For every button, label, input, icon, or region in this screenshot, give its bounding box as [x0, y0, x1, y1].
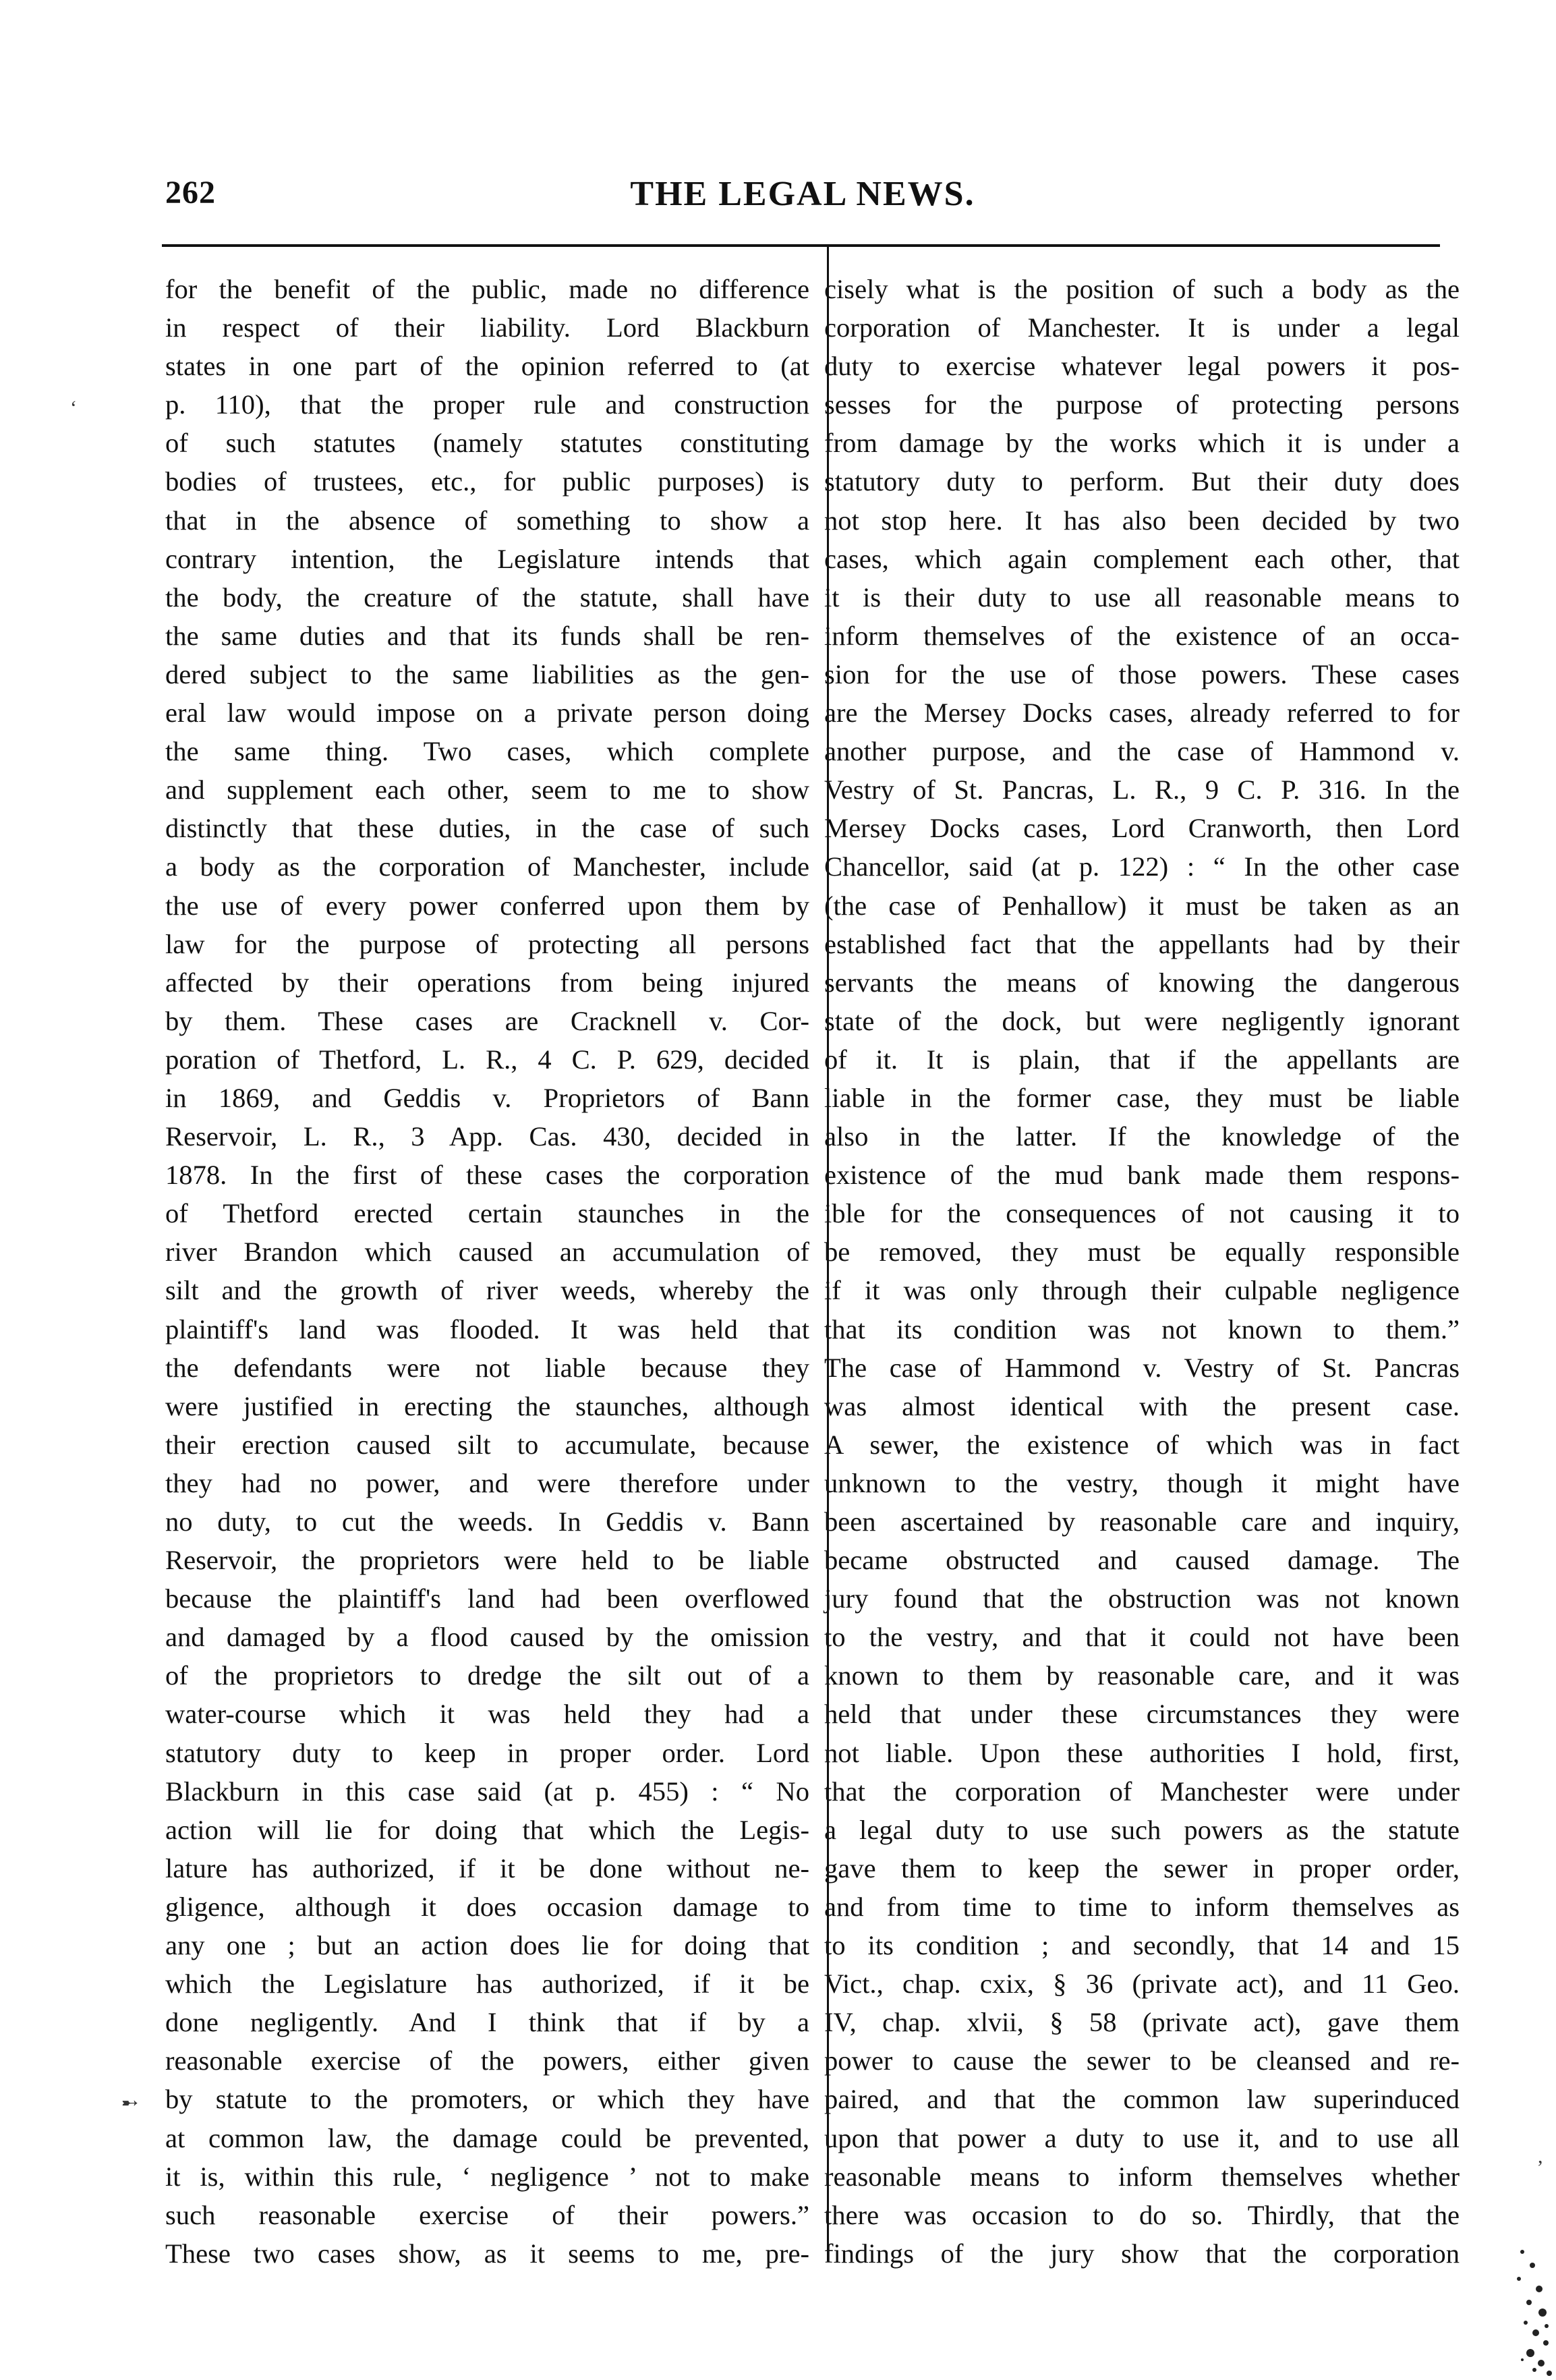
- text-line: contrary intention, the Legislature intends that: [165, 543, 809, 574]
- text-line: lature has authorized, if it be done without ne-: [165, 1852, 809, 1883]
- margin-speck: ‘: [70, 397, 77, 419]
- text-line: from damage by the works which it is under a: [824, 428, 1460, 459]
- text-line: done negligently. And I think that if by a: [165, 2007, 809, 2038]
- text-line: that its condition was not known to them.”: [824, 1313, 1460, 1344]
- text-line: liable in the former case, they must be liable: [824, 1082, 1460, 1113]
- text-line: established fact that the appellants had by their: [824, 928, 1460, 959]
- margin-speck: ,: [1538, 2145, 1543, 2168]
- text-line: Blackburn in this case said (at p. 455) : “ No: [165, 1776, 809, 1807]
- text-line: any one ; but an action does lie for doing that: [165, 1930, 809, 1961]
- text-line: unknown to the vestry, though it might have: [824, 1467, 1460, 1498]
- text-line: became obstructed and caused damage. The: [824, 1545, 1460, 1576]
- text-line: the same thing. Two cases, which complete: [165, 736, 809, 767]
- text-line: been ascertained by reasonable care and inquiry,: [824, 1506, 1460, 1537]
- text-line: The case of Hammond v. Vestry of St. Pancras: [824, 1352, 1460, 1383]
- text-line: the defendants were not liable because they: [165, 1352, 809, 1383]
- text-line: silt and the growth of river weeds, whereby the: [165, 1275, 809, 1306]
- text-line: A sewer, the existence of which was in fact: [824, 1429, 1460, 1460]
- text-line: and supplement each other, seem to me to show: [165, 774, 809, 805]
- text-line: to its condition ; and secondly, that 14 and 15: [824, 1930, 1460, 1961]
- text-line: action will lie for doing that which the Legis-: [165, 1814, 809, 1845]
- text-line: state of the dock, but were negligently ignorant: [824, 1005, 1460, 1036]
- text-line: Reservoir, the proprietors were held to be liable: [165, 1545, 809, 1576]
- text-line: it is, within this rule, ‘ negligence ’ not to make: [165, 2161, 809, 2192]
- text-line: because the plaintiff's land had been overflowed: [165, 1583, 809, 1614]
- text-line: of such statutes (namely statutes constituting: [165, 428, 809, 459]
- text-line: findings of the jury show that the corporation: [824, 2238, 1460, 2269]
- text-line: there was occasion to do so. Thirdly, that the: [824, 2199, 1460, 2230]
- header-rule: [162, 244, 1440, 247]
- running-title: THE LEGAL NEWS.: [630, 175, 975, 213]
- text-line: no duty, to cut the weeds. In Geddis v. Bann: [165, 1506, 809, 1537]
- text-line: if it was only through their culpable negligence: [824, 1275, 1460, 1306]
- text-line: are the Mersey Docks cases, already referred to for: [824, 698, 1460, 729]
- text-line: were justified in erecting the staunches, although: [165, 1390, 809, 1421]
- text-line: not liable. Upon these authorities I hold, first,: [824, 1737, 1460, 1768]
- text-line: the use of every power conferred upon them by: [165, 890, 809, 921]
- text-line: water-course which it was held they had a: [165, 1699, 809, 1730]
- text-line: states in one part of the opinion referred to (at: [165, 351, 809, 382]
- text-line: reasonable means to inform themselves whether: [824, 2161, 1460, 2192]
- text-line: Mersey Docks cases, Lord Cranworth, then Lord: [824, 813, 1460, 844]
- text-line: poration of Thetford, L. R., 4 C. P. 629, decided: [165, 1044, 809, 1075]
- text-line: upon that power a duty to use it, and to use all: [824, 2122, 1460, 2153]
- text-line: sesses for the purpose of protecting persons: [824, 389, 1460, 420]
- text-line: p. 110), that the proper rule and construction: [165, 389, 809, 420]
- text-line: for the benefit of the public, made no difference: [165, 274, 809, 304]
- text-line: jury found that the obstruction was not known: [824, 1583, 1460, 1614]
- margin-speck: ➸: [121, 2092, 139, 2114]
- text-line: and damaged by a flood caused by the omission: [165, 1622, 809, 1653]
- text-line: power to cause the sewer to be cleansed and re-: [824, 2045, 1460, 2076]
- text-line: such reasonable exercise of their powers.”: [165, 2199, 809, 2230]
- text-line: distinctly that these duties, in the case of such: [165, 813, 809, 844]
- text-line: (the case of Penhallow) it must be taken as an: [824, 890, 1460, 921]
- text-line: it is their duty to use all reasonable means to: [824, 582, 1460, 613]
- page-edge-damage: [1482, 2225, 1556, 2380]
- text-line: 1878. In the first of these cases the corporation: [165, 1160, 809, 1191]
- right-column: [824, 270, 1460, 2273]
- text-line: duty to exercise whatever legal powers it pos-: [824, 351, 1460, 382]
- text-line: be removed, they must be equally responsible: [824, 1237, 1460, 1268]
- text-line: inform themselves of the existence of an occa-: [824, 620, 1460, 651]
- text-line: they had no power, and were therefore under: [165, 1467, 809, 1498]
- text-line: to the vestry, and that it could not have been: [824, 1622, 1460, 1653]
- text-line: gave them to keep the sewer in proper order,: [824, 1852, 1460, 1883]
- text-line: dered subject to the same liabilities as the gen-: [165, 658, 809, 689]
- text-line: at common law, the damage could be prevented,: [165, 2122, 809, 2153]
- text-line: sion for the use of those powers. These cases: [824, 658, 1460, 689]
- text-line: cisely what is the position of such a body as the: [824, 274, 1460, 304]
- text-line: river Brandon which caused an accumulation of: [165, 1237, 809, 1268]
- text-line: eral law would impose on a private person doing: [165, 698, 809, 729]
- text-line: IV, chap. xlvii, § 58 (private act), gave them: [824, 2007, 1460, 2038]
- text-line: not stop here. It has also been decided by two: [824, 505, 1460, 536]
- text-line: cases, which again complement each other, that: [824, 543, 1460, 574]
- text-line: in respect of their liability. Lord Blackburn: [165, 312, 809, 343]
- text-line: law for the purpose of protecting all persons: [165, 928, 809, 959]
- text-line: that the corporation of Manchester were under: [824, 1776, 1460, 1807]
- text-line: Vict., chap. cxix, § 36 (private act), and 11 Geo.: [824, 1968, 1460, 2000]
- text-line: Chancellor, said (at p. 122) : “ In the other case: [824, 851, 1460, 882]
- page-number: 262: [165, 175, 216, 210]
- text-line: the body, the creature of the statute, shall have: [165, 582, 809, 613]
- text-line: another purpose, and the case of Hammond v.: [824, 736, 1460, 767]
- text-line: servants the means of knowing the dangerous: [824, 967, 1460, 998]
- text-line: also in the latter. If the knowledge of the: [824, 1121, 1460, 1152]
- text-line: in 1869, and Geddis v. Proprietors of Bann: [165, 1082, 809, 1113]
- text-line: plaintiff's land was flooded. It was held that: [165, 1313, 809, 1344]
- text-line: of it. It is plain, that if the appellants are: [824, 1044, 1460, 1075]
- text-line: Vestry of St. Pancras, L. R., 9 C. P. 316. In the: [824, 774, 1460, 805]
- text-line: ible for the consequences of not causing it to: [824, 1198, 1460, 1229]
- text-line: which the Legislature has authorized, if it be: [165, 1968, 809, 2000]
- text-line: existence of the mud bank made them respons-: [824, 1160, 1460, 1191]
- text-line: These two cases show, as it seems to me, pre-: [165, 2238, 809, 2269]
- text-line: reasonable exercise of the powers, either given: [165, 2045, 809, 2076]
- text-line: by them. These cases are Cracknell v. Cor-: [165, 1005, 809, 1036]
- text-line: was almost identical with the present case.: [824, 1390, 1460, 1421]
- text-line: statutory duty to perform. But their duty does: [824, 466, 1460, 497]
- page-header: [165, 174, 1440, 221]
- text-line: of the proprietors to dredge the silt out of a: [165, 1660, 809, 1691]
- text-line: the same duties and that its funds shall be ren-: [165, 620, 809, 651]
- text-line: statutory duty to keep in proper order. Lord: [165, 1737, 809, 1768]
- text-line: bodies of trustees, etc., for public purposes) is: [165, 466, 809, 497]
- left-column: [165, 270, 809, 2273]
- text-line: their erection caused silt to accumulate, because: [165, 1429, 809, 1460]
- text-line: by statute to the promoters, or which they have: [165, 2084, 809, 2115]
- text-line: gligence, although it does occasion damage to: [165, 1891, 809, 1922]
- text-line: affected by their operations from being injured: [165, 967, 809, 998]
- text-line: corporation of Manchester. It is under a legal: [824, 312, 1460, 343]
- text-line: of Thetford erected certain staunches in the: [165, 1198, 809, 1229]
- text-line: held that under these circumstances they were: [824, 1699, 1460, 1730]
- text-line: and from time to time to inform themselves as: [824, 1891, 1460, 1922]
- text-line: a legal duty to use such powers as the statute: [824, 1814, 1460, 1845]
- text-line: paired, and that the common law superinduced: [824, 2084, 1460, 2115]
- text-line: that in the absence of something to show a: [165, 505, 809, 536]
- text-line: known to them by reasonable care, and it was: [824, 1660, 1460, 1691]
- text-line: a body as the corporation of Manchester, include: [165, 851, 809, 882]
- text-line: Reservoir, L. R., 3 App. Cas. 430, decided in: [165, 1121, 809, 1152]
